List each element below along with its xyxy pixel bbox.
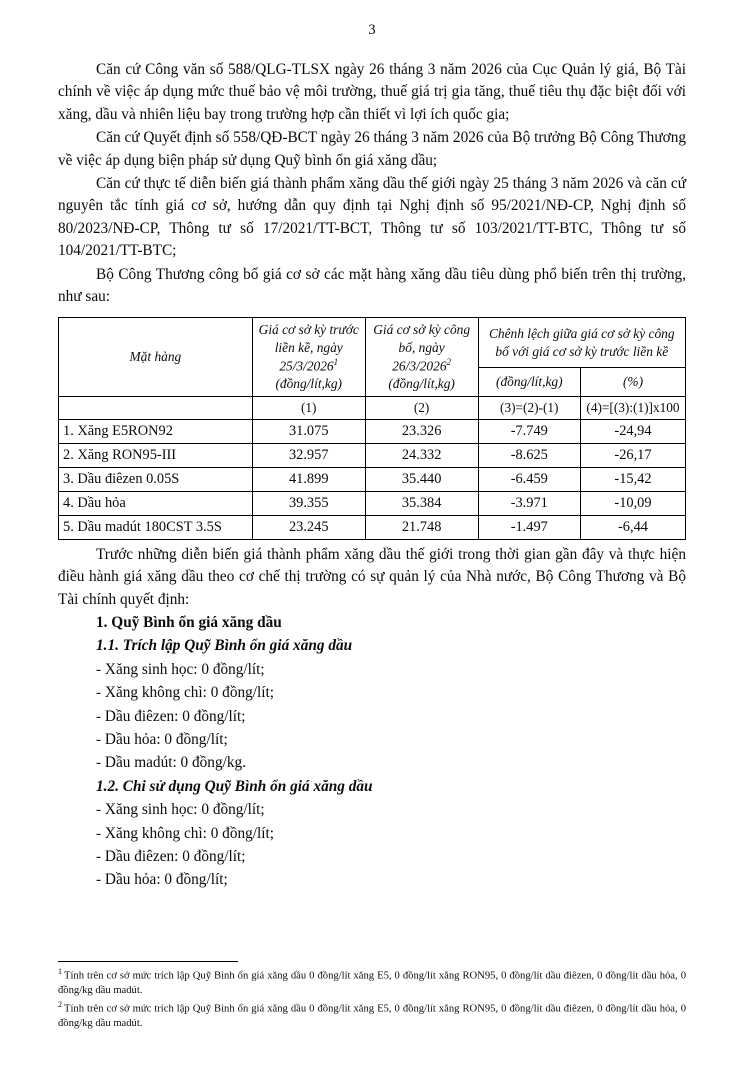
paragraph-after-table: Trước những diễn biến giá thành phẩm xăng dầu thế giới trong thời gian gần đây và thực hiện điều hành giá xăng dầu theo cơ chế thị trường có sự quản lý của Nhà nước, Bộ Công Thương và Bộ Tài chính quyết định: (58, 545, 686, 608)
row-new-price: 24.332 (365, 443, 478, 467)
list-item: - Dầu điêzen: 0 đồng/lít; (96, 707, 246, 725)
row-item-name: 3. Dầu điêzen 0.05S (59, 467, 253, 491)
row-diff-abs: -1.497 (478, 515, 580, 539)
row-diff-abs: -6.459 (478, 467, 580, 491)
footnote (58, 999, 686, 1032)
section-1-heading: 1. Quỹ Bình ổn giá xăng dầu (96, 613, 282, 631)
list-item: - Xăng sinh học: 0 đồng/lít; (96, 660, 265, 678)
colnum-new: (2) (365, 396, 478, 419)
header-prev-price-unit: (đồng/lít,kg) (275, 376, 343, 391)
footnote-divider (58, 961, 238, 962)
row-prev-price: 31.075 (252, 419, 365, 443)
table-row (59, 443, 686, 467)
table-row (59, 467, 686, 491)
footnote-marker: 2 (58, 1000, 62, 1010)
row-item-name: 5. Dầu madút 180CST 3.5S (59, 515, 253, 539)
header-difference: Chênh lệch giữa giá cơ sở kỳ công bố với giá cơ sở kỳ trước liền kề (478, 318, 685, 367)
header-difference-pct-unit: (%) (581, 367, 686, 396)
row-prev-price: 39.355 (252, 491, 365, 515)
colnum-diff-pct: (4)=[(3):(1)]x100 (581, 396, 686, 419)
row-diff-pct: -15,42 (581, 467, 686, 491)
footnote-text: Tính trên cơ sở mức trích lập Quỹ Bình ổn giá xăng dầu 0 đồng/lít xăng E5, 0 đồng/lít xăng RON95, 0 đồng/lít dầu điêzen, 0 đồng/lít dầu hỏa, 0 đồng/kg dầu madút. (58, 970, 686, 996)
row-diff-abs: -8.625 (478, 443, 580, 467)
row-diff-abs: -7.749 (478, 419, 580, 443)
section-1-2-heading: 1.2. Chi sử dụng Quỹ Bình ổn giá xăng dầu (96, 777, 373, 795)
list-item: - Xăng không chì: 0 đồng/lít; (96, 684, 275, 702)
row-item-name: 2. Xăng RON95-III (59, 443, 253, 467)
list-item: - Dầu hỏa: 0 đồng/lít; (96, 730, 228, 748)
row-new-price: 21.748 (365, 515, 478, 539)
colnum-diff-abs: (3)=(2)-(1) (478, 396, 580, 419)
table-row (59, 515, 686, 539)
row-new-price: 23.326 (365, 419, 478, 443)
row-item-name: 1. Xăng E5RON92 (59, 419, 253, 443)
row-diff-pct: -6,44 (581, 515, 686, 539)
row-prev-price: 41.899 (252, 467, 365, 491)
header-difference-abs-unit: (đồng/lít,kg) (478, 367, 580, 396)
paragraph-2: Căn cứ Quyết định số 558/QĐ-BCT ngày 26 tháng 3 năm 2026 của Bộ trưởng Bộ Công Thương về việc áp dụng biện pháp sử dụng Quỹ bình ổn giá xăng dầu; (58, 129, 686, 169)
row-prev-price: 23.245 (252, 515, 365, 539)
paragraph-1: Căn cứ Công văn số 588/QLG-TLSX ngày 26 tháng 3 năm 2026 của Cục Quản lý giá, Bộ Tài chính về việc áp dụng mức thuế bảo vệ môi trường, thuế giá trị gia tăng, thuế tiêu thụ đặc biệt đối với xăng, dầu và nhiên liệu bay trong trường hợp cần thiết vì lợi ích quốc gia; (58, 61, 686, 123)
page-number: 3 (368, 22, 376, 38)
colnum-item (59, 396, 253, 419)
price-table (58, 317, 686, 539)
header-new-price (365, 318, 478, 396)
footnote (58, 966, 686, 999)
header-prev-price-superscript: 1 (333, 356, 339, 367)
header-new-price-unit: (đồng/lít,kg) (388, 376, 455, 391)
footnotes-area (58, 961, 686, 1034)
table-header-row (59, 318, 686, 367)
list-item: - Xăng sinh học: 0 đồng/lít; (96, 801, 265, 819)
table-row (59, 491, 686, 515)
list-item: - Dầu hỏa: 0 đồng/lít; (96, 871, 228, 889)
list-item: - Dầu madút: 0 đồng/kg. (96, 754, 246, 772)
header-item: Mặt hàng (59, 318, 253, 396)
header-new-price-text: Giá cơ sở kỳ công bố, ngày 26/3/2026 (373, 322, 471, 374)
paragraph-3: Căn cứ thực tế diễn biến giá thành phẩm xăng dầu thế giới ngày 25 tháng 3 năm 2026 và căn cứ nguyên tắc tính giá cơ sở, hướng dẫn quy định tại Nghị định số 95/2021/NĐ-CP, Nghị định số 80/2023/NĐ-CP, Thông tư số 17/2021/TT-BCT, Thông tư số 103/2021/TT-BTC, Thông tư số 104/2021/TT-BTC; (58, 175, 686, 260)
list-item: - Dầu điêzen: 0 đồng/lít; (96, 847, 246, 865)
header-prev-price (252, 318, 365, 396)
list-item: - Xăng không chì: 0 đồng/lít; (96, 824, 275, 842)
paragraph-4: Bộ Công Thương công bố giá cơ sở các mặt hàng xăng dầu tiêu dùng phổ biến trên thị trường, như sau: (58, 265, 686, 306)
row-new-price: 35.440 (365, 467, 478, 491)
row-item-name: 4. Dầu hỏa (59, 491, 253, 515)
row-prev-price: 32.957 (252, 443, 365, 467)
table-row (59, 419, 686, 443)
row-diff-pct: -10,09 (581, 491, 686, 515)
footnote-marker: 1 (58, 966, 62, 976)
header-new-price-superscript: 2 (446, 356, 452, 367)
row-diff-pct: -24,94 (581, 419, 686, 443)
header-prev-price-text: Giá cơ sở kỳ trước liền kề, ngày 25/3/2026 (258, 322, 359, 374)
table-column-numbers-row (59, 396, 686, 419)
footnote-text: Tính trên cơ sở mức trích lập Quỹ Bình ổn giá xăng dầu 0 đồng/lít xăng E5, 0 đồng/lít xăng RON95, 0 đồng/lít dầu điêzen, 0 đồng/lít dầu hỏa, 0 đồng/kg dầu madút. (58, 1003, 686, 1030)
section-1-1-heading: 1.1. Trích lập Quỹ Bình ổn giá xăng dầu (96, 637, 353, 655)
row-diff-abs: -3.971 (478, 491, 580, 515)
row-diff-pct: -26,17 (581, 443, 686, 467)
row-new-price: 35.384 (365, 491, 478, 515)
colnum-prev: (1) (252, 396, 365, 419)
